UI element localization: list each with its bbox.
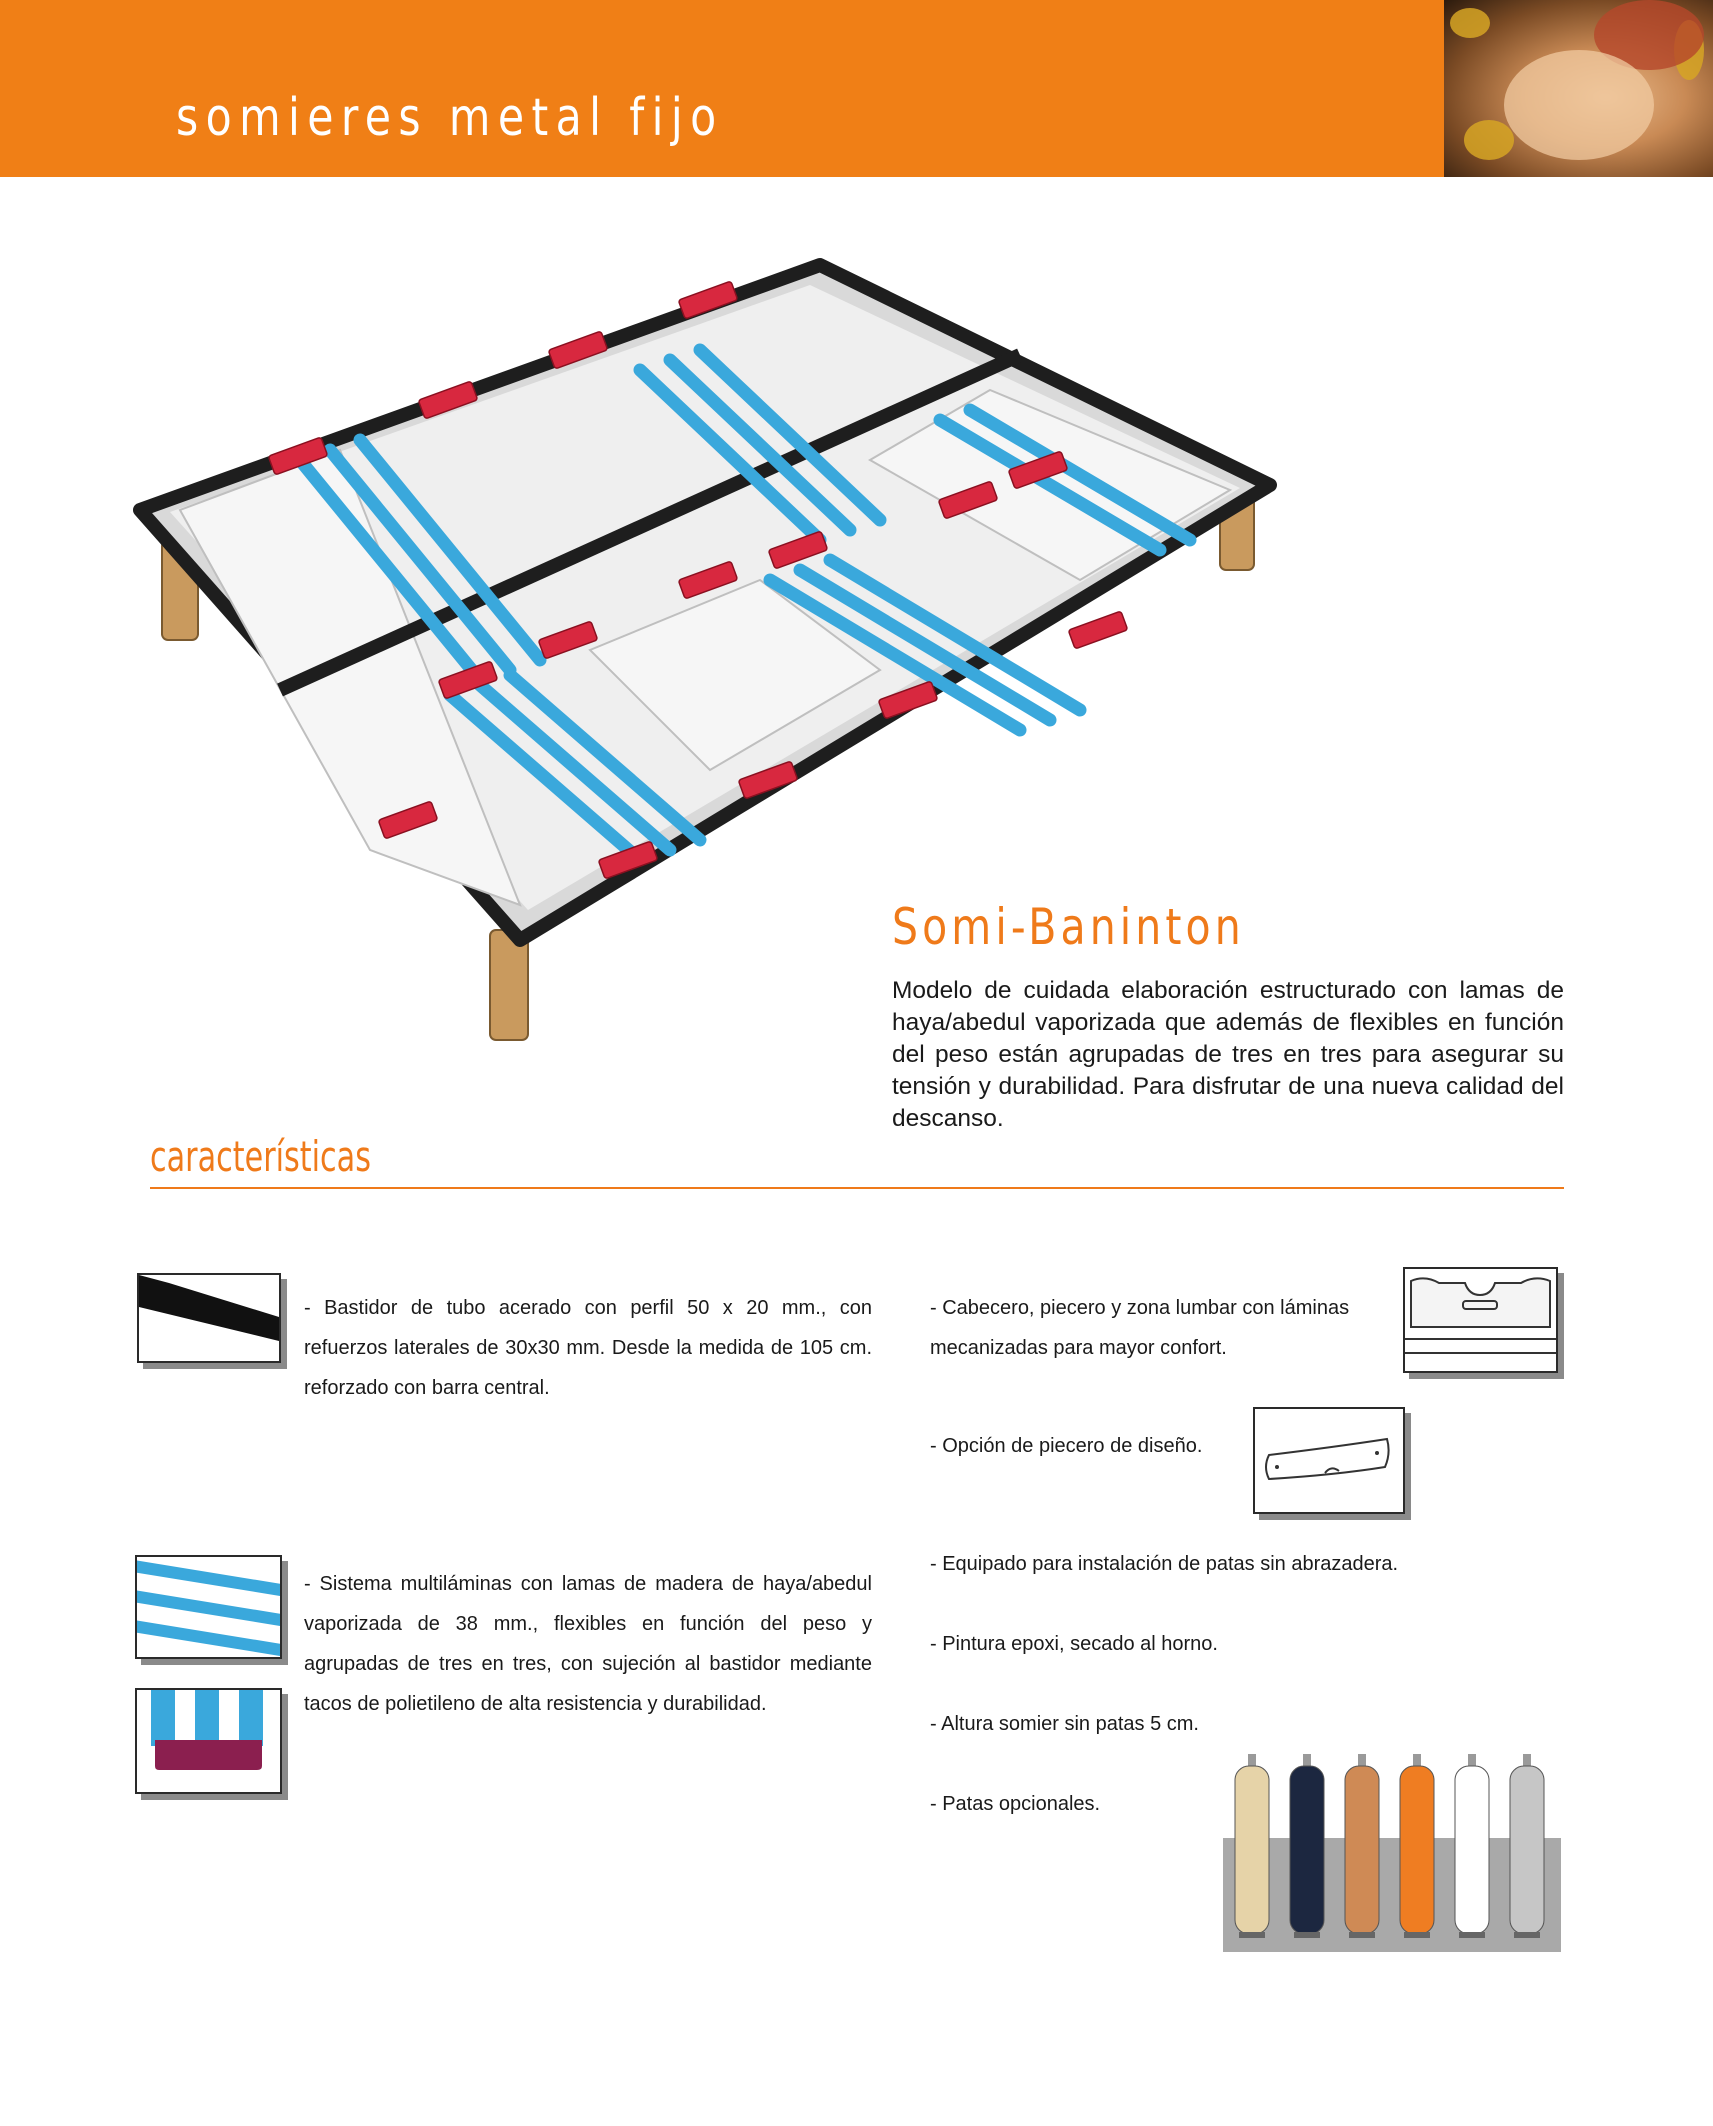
leg-swatch: [1455, 1754, 1489, 1938]
product-name: Somi-Baninton: [892, 898, 1245, 956]
feature-paint-text: - Pintura epoxi, secado al horno.: [930, 1633, 1218, 1655]
steel-tube-frame-icon: [137, 1273, 281, 1363]
page-title: somieres metal fijo: [176, 88, 724, 148]
design-footboard-icon: [1253, 1407, 1405, 1514]
leg-swatch: [1345, 1754, 1379, 1938]
product-description: Modelo de cuidada elaboración estructurado con lamas de haya/abedul vaporizada que además de flexibles en función del peso están agrupadas de tres en tres para asegurar su tensión y durabilidad. Para disfrutar de una nueva calidad del descanso.: [892, 977, 1564, 1132]
feature-height-text: - Altura somier sin patas 5 cm.: [930, 1713, 1199, 1735]
slats-icon: [135, 1555, 282, 1659]
feature-slats-text: - Sistema multiláminas con lamas de madera de haya/abedul vaporizada de 38 mm., flexibles en función del peso y agrupadas de tres en tres, con sujeción al bastidor mediante tacos de polietileno de alta resistencia y durabilidad.: [304, 1573, 872, 1715]
header-banner: [0, 0, 1713, 177]
section-divider: [150, 1187, 1564, 1189]
header-painting-image: [1444, 0, 1713, 177]
leg-color-options: [1223, 1754, 1561, 1952]
leg-swatch: [1235, 1754, 1269, 1938]
polyethylene-clip-icon: [135, 1688, 282, 1794]
feature-frame-text: - Bastidor de tubo acerado con perfil 50 x 20 mm., con refuerzos laterales de 30x30 mm. Desde la medida de 105 cm. reforzado con barra central.: [304, 1297, 872, 1399]
feature-footboard-text: - Opción de piecero de diseño.: [930, 1435, 1203, 1457]
leg-swatch: [1400, 1754, 1434, 1938]
feature-legs-install-text: - Equipado para instalación de patas sin abrazadera.: [930, 1553, 1399, 1575]
leg-swatch: [1290, 1754, 1324, 1938]
section-title: características: [150, 1132, 371, 1181]
feature-lamellae-text: - Cabecero, piecero y zona lumbar con láminas mecanizadas para mayor confort.: [930, 1297, 1350, 1359]
leg-swatch: [1510, 1754, 1544, 1938]
machined-lamella-icon: [1403, 1267, 1558, 1373]
feature-optional-legs-text: - Patas opcionales.: [930, 1793, 1101, 1815]
